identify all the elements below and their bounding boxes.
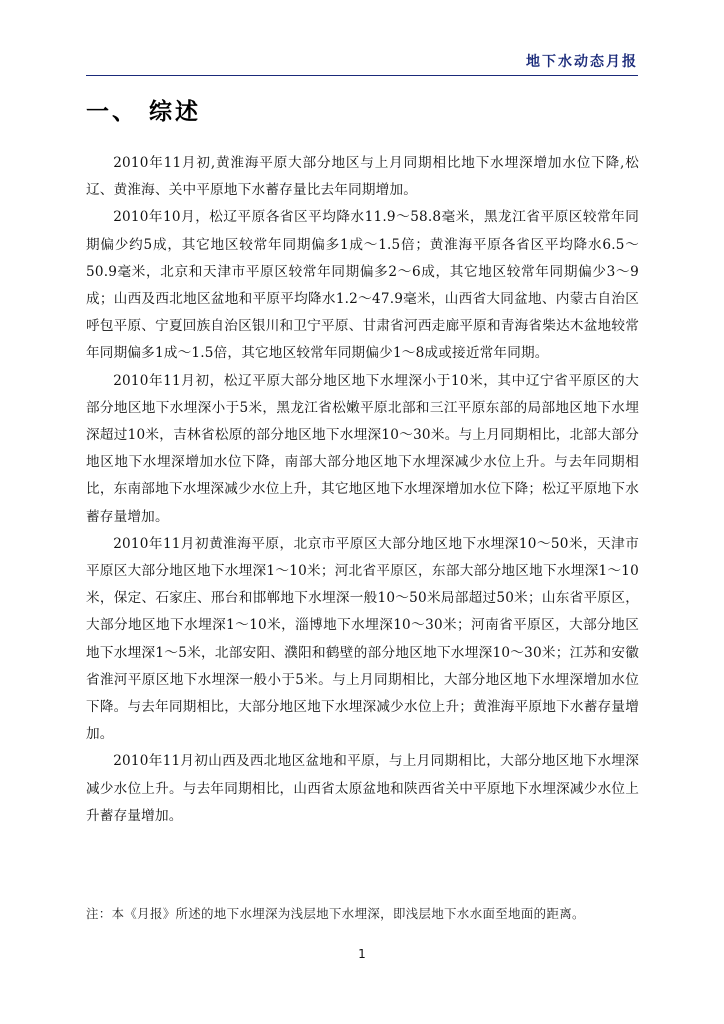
paragraph-intro: 2010年11月初,黄淮海平原大部分地区与上月同期相比地下水埋深增加水位下降,松辽、黄淮海、关中平原地下水蓄存量比去年同期增加。 bbox=[86, 155, 639, 199]
report-header-title: 地下水动态月报 bbox=[526, 54, 638, 70]
paragraph-precipitation: 2010年10月，松辽平原各省区平均降水11.9～58.8毫米，黑龙江省平原区较常年同期偏少约5成，其它地区较常年同期偏多1成～1.5倍；黄淮海平原各省区平均降水6.5～50.9毫米，北京和天津市平原区较常年同期偏多2～6成，其它地区较常年同期偏少3～9成；山西及西北地区盆地和平原平均降水1.2～47.9毫米，山西省大同盆地、内蒙古自治区呼包平原、宁夏回族自治区银川和卫宁平原、甘肃省河西走廊平原和青海省柴达木盆地较常年同期偏多1成～1.5倍，其它地区较常年同期偏少1～8成或接近常年同期。 bbox=[86, 209, 639, 362]
overview-body bbox=[86, 150, 639, 830]
paragraph-shanxi-northwest: 2010年11月初山西及西北地区盆地和平原，与上月同期相比，大部分地区地下水埋深减少水位上升。与去年同期相比，山西省太原盆地和陕西省关中平原地下水埋深减少水位上升蓄存量增加。 bbox=[86, 753, 639, 824]
page-number: 1 bbox=[358, 947, 366, 961]
header-divider bbox=[86, 75, 638, 76]
section-heading: 一、 综述 bbox=[86, 99, 202, 125]
paragraph-huanghuaihai: 2010年11月初黄淮海平原，北京市平原区大部分地区地下水埋深10～50米，天津市平原区大部分地区地下水埋深1～10米；河北省平原区，东部大部分地区地下水埋深1～10米，保定、石家庄、邢台和邯郸地下水埋深一般10～50米局部超过50米；山东省平原区，大部分地区地下水埋深1～10米，淄博地下水埋深10～30米；河南省平原区，大部分地区地下水埋深1～5米，北部安阳、濮阳和鹤壁的部分地区地下水埋深10～30米；江苏和安徽省淮河平原区地下水埋深一般小于5米。与上月同期相比，大部分地区地下水埋深增加水位下降。与去年同期相比，大部分地区地下水埋深减少水位上升；黄淮海平原地下水蓄存量增加。 bbox=[86, 535, 639, 743]
paragraph-songliao: 2010年11月初，松辽平原大部分地区地下水埋深小于10米，其中辽宁省平原区的大部分地区地下水埋深小于5米，黑龙江省松嫩平原北部和三江平原东部的局部地区地下水埋深超过10米，吉林省松原的部分地区地下水埋深10～30米。与上月同期相比，北部大部分地区地下水埋深增加水位下降，南部大部分地区地下水埋深减少水位上升。与去年同期相比，东南部地下水埋深减少水位上升，其它地区地下水埋深增加水位下降；松辽平原地下水蓄存量增加。 bbox=[86, 372, 639, 525]
footnote: 注：本《月报》所述的地下水埋深为浅层地下水埋深，即浅层地下水水面至地面的距离。 bbox=[86, 906, 585, 921]
